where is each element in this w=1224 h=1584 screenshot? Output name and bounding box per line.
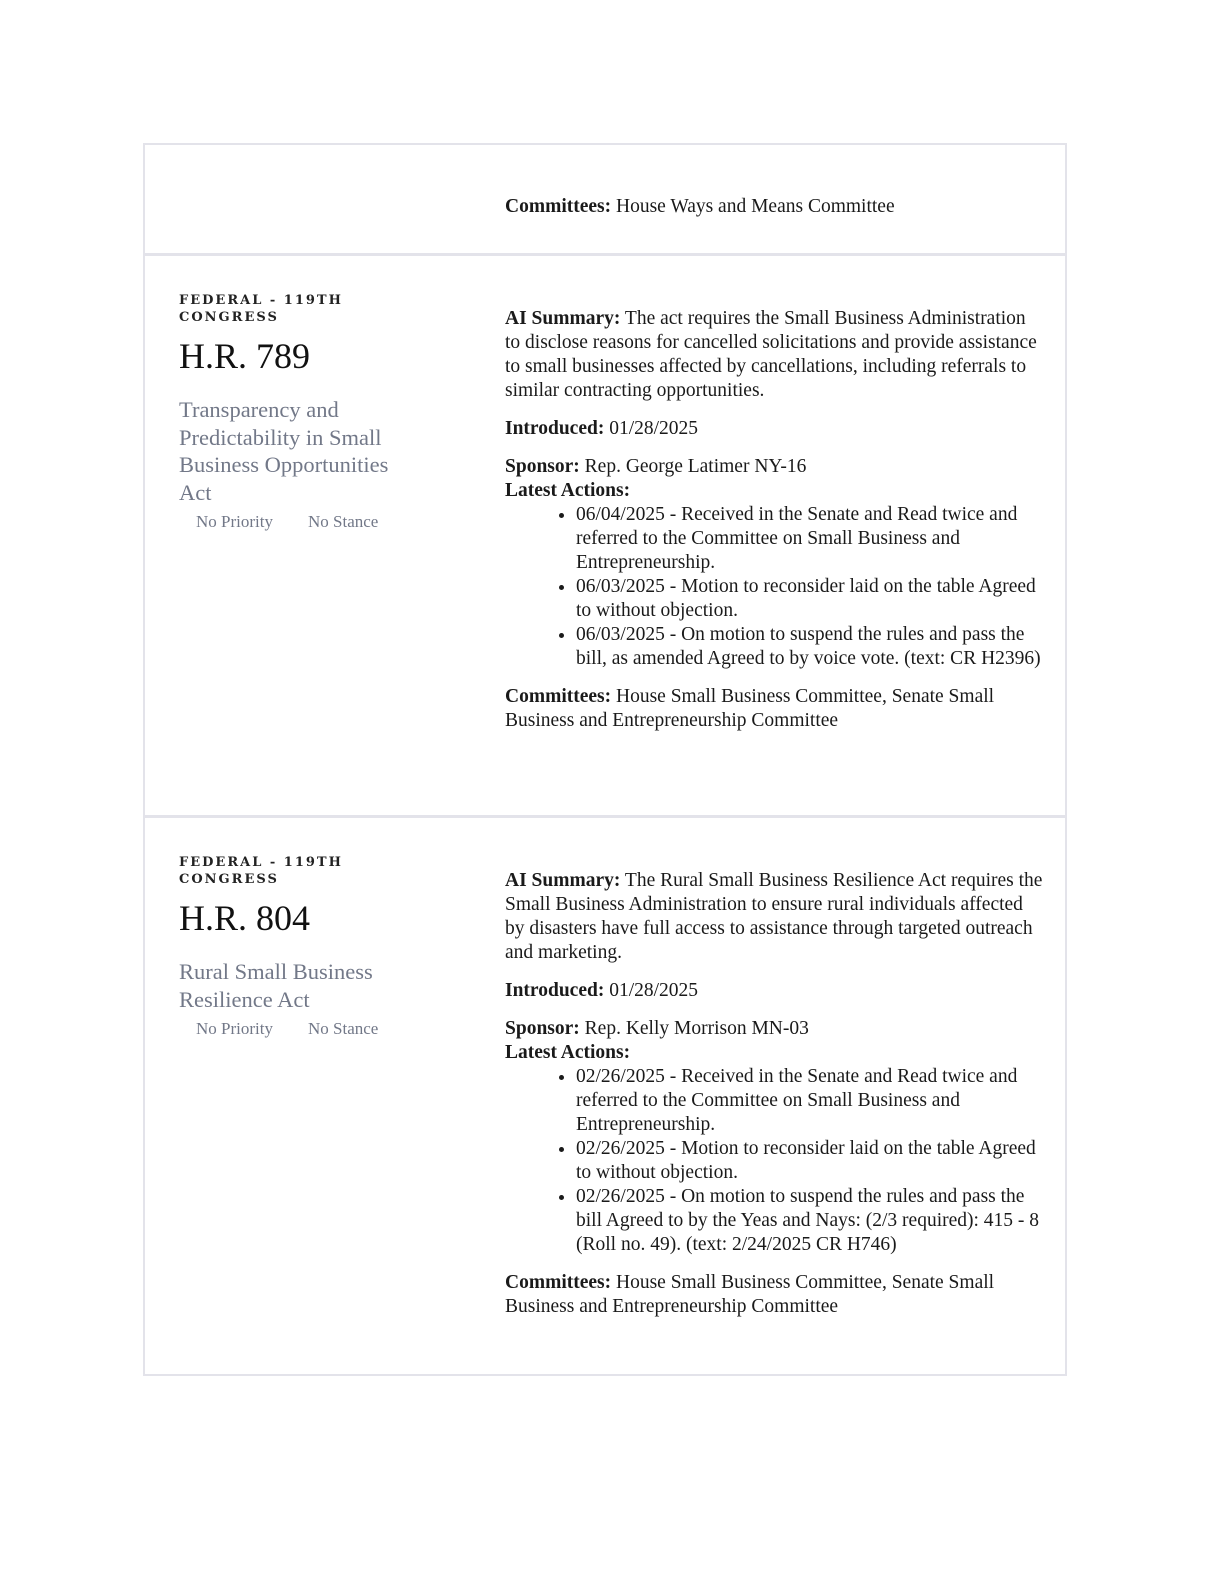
action-item: • 06/03/2025 - On motion to suspend the rules and pass the bill, as amended Agreed to by voice vote. (text: CR H2396) — [576, 623, 1045, 671]
bill-header — [179, 854, 419, 1039]
sponsor-field — [505, 455, 1045, 479]
introduced-field — [505, 417, 1045, 441]
bill-title[interactable]: Rural Small Business Resilience Act — [179, 959, 373, 1012]
priority-tag[interactable]: No Priority — [196, 512, 273, 531]
summary-text: The Rural Small Business Resilience Act requires the Small Business Administration to ensure rural individuals affected by disasters have full access to assistance through targeted outreach and marketing. — [505, 870, 1043, 963]
bill-details — [505, 195, 1045, 219]
committees-field — [505, 1271, 1045, 1319]
summary-field — [505, 307, 1045, 403]
sponsor-field — [505, 1017, 1045, 1041]
committees-label: Committees: — [505, 686, 612, 707]
committees-value: House Small Business Committee, Senate Small Business and Entrepreneurship Committee — [505, 686, 995, 731]
introduced-label: Introduced: — [505, 980, 605, 1001]
introduced-field — [505, 979, 1045, 1003]
latest-actions-list — [505, 1065, 1045, 1257]
sponsor-label: Sponsor: — [505, 1018, 580, 1039]
bill-row — [145, 253, 1065, 818]
sponsor-name: Rep. Kelly Morrison MN-03 — [584, 1018, 809, 1039]
introduced-date: 01/28/2025 — [609, 980, 699, 1001]
committees-field — [505, 685, 1045, 733]
committees-label: Committees: — [505, 196, 612, 217]
bill-details — [505, 869, 1045, 1319]
introduced-label: Introduced: — [505, 418, 605, 439]
committees-field — [505, 195, 1045, 219]
summary-label: AI Summary: — [505, 308, 621, 329]
jurisdiction-label: FEDERAL - 119TH CONGRESS — [179, 855, 343, 887]
action-item: • 06/03/2025 - Motion to reconsider laid on the table Agreed to without objection. — [576, 575, 1045, 623]
introduced-date: 01/28/2025 — [609, 418, 699, 439]
action-item: • 06/04/2025 - Received in the Senate and Read twice and referred to the Committee on Small Business and Entrepreneurship. — [576, 503, 1045, 575]
actions-label: Latest Actions: — [505, 480, 631, 501]
sponsor-name: Rep. George Latimer NY-16 — [584, 456, 807, 477]
priority-tag[interactable]: No Priority — [196, 1019, 273, 1038]
action-item: • 02/26/2025 - Received in the Senate and Read twice and referred to the Committee on Small Business and Entrepreneurship. — [576, 1065, 1045, 1137]
committees-label: Committees: — [505, 1272, 612, 1293]
bill-row-continued — [145, 145, 1065, 255]
bill-tags — [179, 1019, 419, 1039]
bill-header — [179, 292, 419, 532]
actions-heading — [505, 1041, 1045, 1065]
latest-actions-list — [505, 503, 1045, 671]
bill-details — [505, 307, 1045, 733]
committees-value: House Small Business Committee, Senate Small Business and Entrepreneurship Committee — [505, 1272, 995, 1317]
bill-row — [145, 815, 1065, 1378]
bill-title[interactable]: Transparency and Predictability in Small Business Opportunities Act — [179, 397, 389, 505]
actions-label: Latest Actions: — [505, 1042, 631, 1063]
summary-label: AI Summary: — [505, 870, 621, 891]
sponsor-label: Sponsor: — [505, 456, 580, 477]
bill-tags — [179, 512, 419, 532]
summary-field — [505, 869, 1045, 965]
bill-report-table — [143, 143, 1067, 1376]
actions-heading — [505, 479, 1045, 503]
bill-number[interactable]: H.R. 789 — [179, 336, 311, 376]
summary-text: The act requires the Small Business Administration to disclose reasons for cancelled solicitations and provide assistance to small businesses affected by cancellations, including referrals to similar contracting opportunities. — [505, 308, 1037, 401]
action-item: • 02/26/2025 - Motion to reconsider laid on the table Agreed to without objection. — [576, 1137, 1045, 1185]
stance-tag[interactable]: No Stance — [307, 512, 379, 531]
committees-value: House Ways and Means Committee — [616, 196, 895, 217]
jurisdiction-label: FEDERAL - 119TH CONGRESS — [179, 293, 343, 325]
stance-tag[interactable]: No Stance — [307, 1019, 379, 1038]
action-item: • 02/26/2025 - On motion to suspend the rules and pass the bill Agreed to by the Yeas and Nays: (2/3 required): 415 - 8 (Roll no. 49). (text: 2/24/2025 CR H746) — [576, 1185, 1045, 1257]
bill-number[interactable]: H.R. 804 — [179, 898, 311, 938]
